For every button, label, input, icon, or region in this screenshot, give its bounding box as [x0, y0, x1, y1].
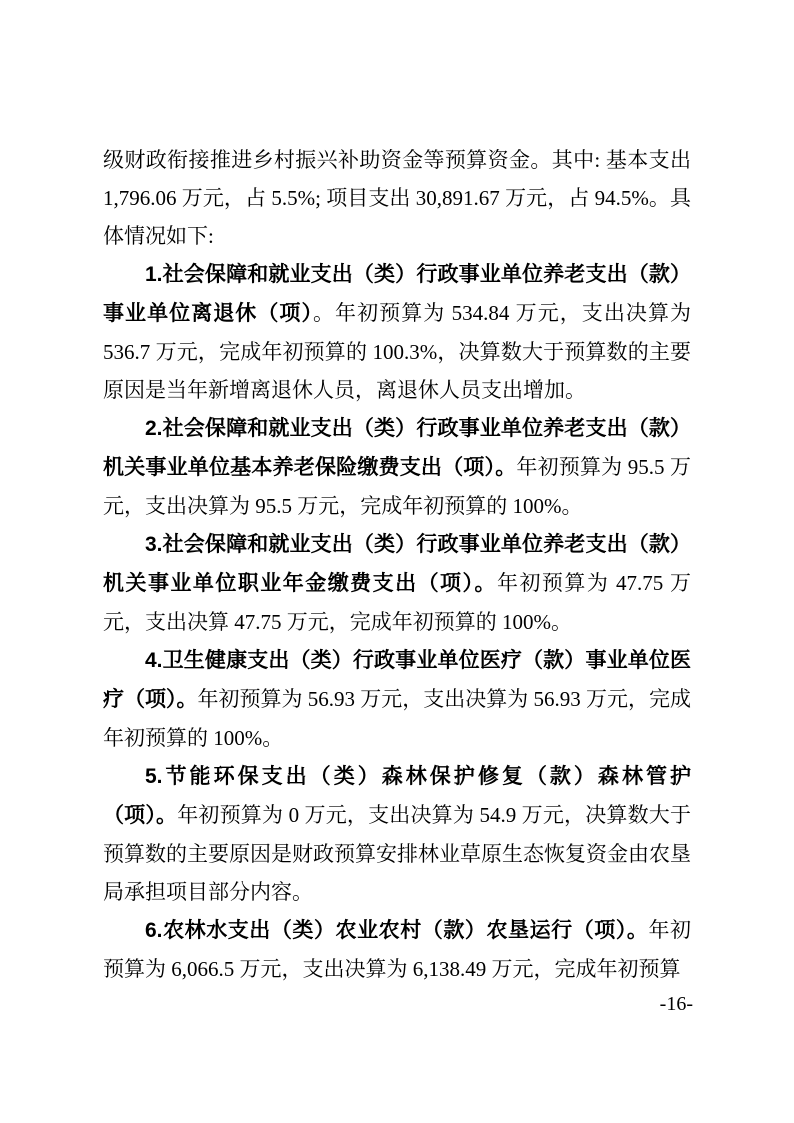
page-number: -16- [659, 993, 693, 1015]
text-segment: 年初预算为 47.75 万元，支出决算 47.75 万元，完成年初预算的 100%。 [103, 571, 692, 634]
document-body [103, 141, 691, 988]
heading-segment: 3.社会保障和就业支出（类）行政事业单位养老支出（款）机关事业单位职业年金缴费支出（项）。 [103, 533, 691, 595]
text-segment: 年初预算为 56.93 万元，支出决算为 56.93 万元，完成年初预算的 100%。 [103, 687, 691, 750]
paragraph [103, 525, 691, 641]
paragraph [103, 911, 691, 988]
text-segment: 年初预算为 0 万元，支出决算为 54.9 万元，决算数大于预算数的主要原因是财政预算安排林业草原生态恢复资金由农垦局承担项目部分内容。 [103, 803, 691, 904]
heading-segment: 6.农林水支出（类）农业农村（款）农垦运行（项）。 [145, 919, 649, 942]
paragraph [103, 641, 691, 757]
text-segment: 年初预算为 6,066.5 万元，支出决算为 6,138.49 万元，完成年初预算 [103, 918, 691, 981]
heading-segment: 4.卫生健康支出（类）行政事业单位医疗（款）事业单位医疗（项）。 [103, 649, 691, 711]
heading-segment: 1.社会保障和就业支出（类）行政事业单位养老支出（款）事业单位离退休（项） [103, 263, 691, 325]
paragraph [103, 757, 691, 911]
paragraph [103, 409, 691, 525]
text-segment: 年初预算为 95.5 万元，支出决算为 95.5 万元，完成年初预算的 100%。 [103, 455, 692, 518]
heading-segment: 5.节能环保支出（类）森林保护修复（款）森林管护（项）。 [103, 765, 691, 827]
text-segment: 。年初预算为 534.84 万元，支出决算为 536.7 万元，完成年初预算的 100.3%，决算数大于预算数的主要原因是当年新增离退休人员，离退休人员支出增加。 [103, 301, 691, 402]
paragraph [103, 255, 691, 409]
paragraph [103, 141, 691, 255]
text-segment: 级财政衔接推进乡村振兴补助资金等预算资金。其中: 基本支出 1,796.06 万元，占 5.5%; 项目支出 30,891.67 万元，占 94.5%。具体情况如下: [103, 148, 691, 248]
heading-segment: 2.社会保障和就业支出（类）行政事业单位养老支出（款）机关事业单位基本养老保险缴费支出（项）。 [103, 417, 691, 479]
